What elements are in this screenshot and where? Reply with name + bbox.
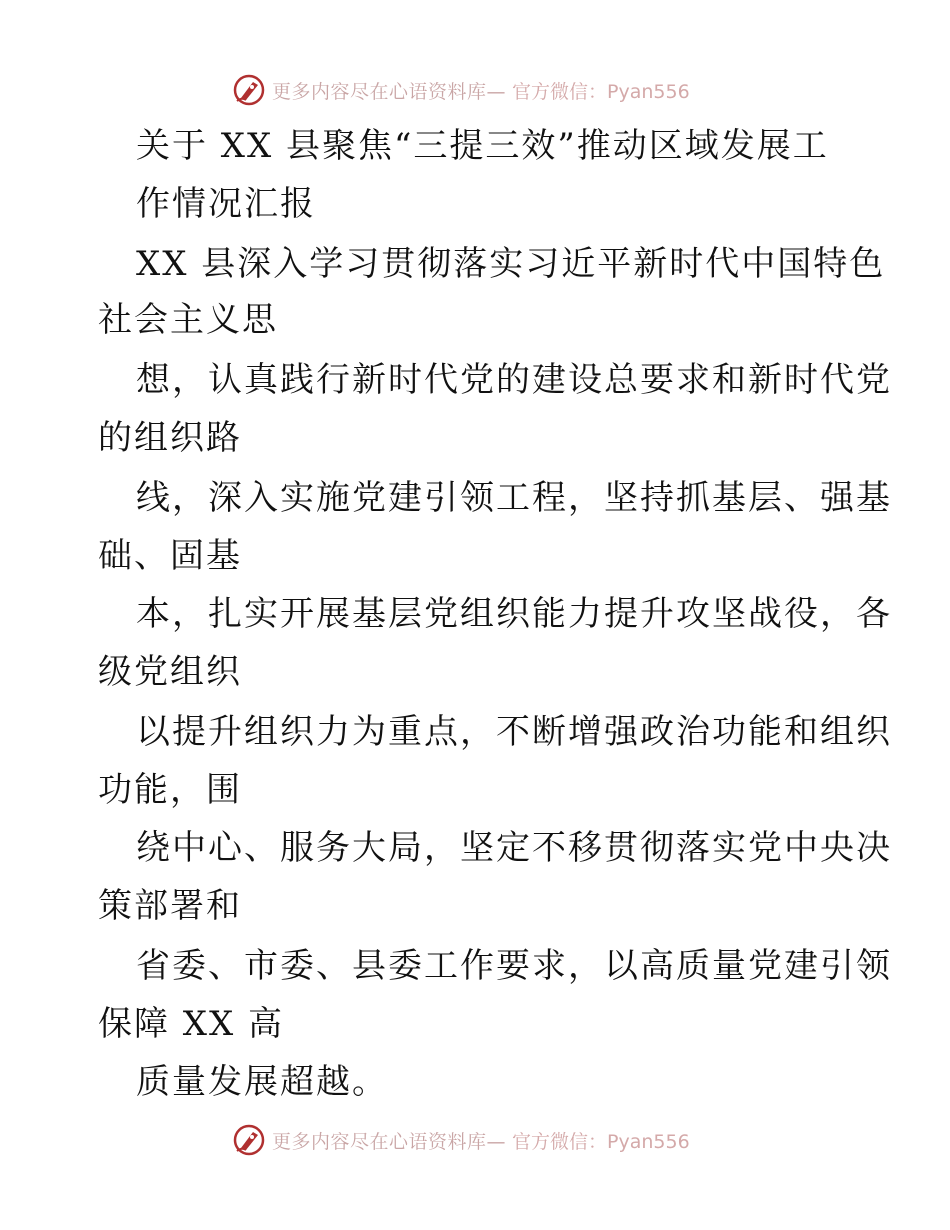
doc-line: 级党组织 [98,652,242,692]
doc-line: 保障 XX 高 [98,1004,285,1044]
watermark-wechat: 官方微信：Pyan556 [512,1130,690,1153]
pen-nib-icon [232,73,266,107]
doc-line: 绕中心、服务大局，坚定不移贯彻落实党中央决 [136,828,892,868]
doc-line: 质量发展超越。 [136,1062,388,1102]
footer-watermark [232,1120,690,1160]
header-watermark [232,70,690,110]
doc-line: XX 县深入学习贯彻落实习近平新时代中国特色 [136,244,886,284]
watermark-text: 更多内容尽在心语资料库— [272,1130,507,1153]
doc-title-line-1: 关于 XX 县聚焦“三提三效”推动区域发展工 [136,126,829,166]
doc-line: 线，深入实施党建引领工程，坚持抓基层、强基 [136,478,892,518]
doc-line: 本，扎实开展基层党组织能力提升攻坚战役，各 [136,594,892,634]
doc-line: 以提升组织力为重点，不断增强政治功能和组织 [136,712,892,752]
doc-line: 社会主义思 [98,300,278,340]
doc-line: 想，认真践行新时代党的建设总要求和新时代党 [136,360,892,400]
doc-line: 功能，围 [98,770,242,810]
doc-line: 础、固基 [98,536,242,576]
pen-nib-icon [232,1123,266,1157]
doc-line: 的组织路 [98,418,242,458]
watermark-text: 更多内容尽在心语资料库— [272,80,507,103]
doc-line: 省委、市委、县委工作要求，以高质量党建引领 [136,946,892,986]
doc-title-line-2: 作情况汇报 [136,184,316,224]
doc-line: 策部署和 [98,886,242,926]
watermark-wechat: 官方微信：Pyan556 [512,80,690,103]
